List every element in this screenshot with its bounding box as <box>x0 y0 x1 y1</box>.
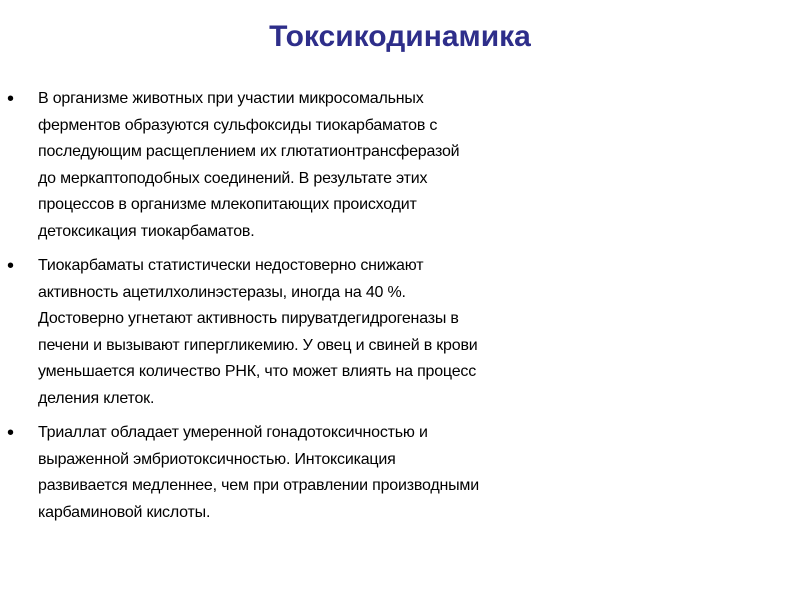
bullet-text-line: печени и вызывают гипергликемию. У овец и свиней в крови <box>38 336 478 354</box>
bullet-text-line: карбаминовой кислоты. <box>38 503 211 521</box>
bullet-text-line: процессов в организме млекопитающих происходит <box>38 196 417 213</box>
bullet-text-line: выраженной эмбриотоксичностью. Интоксикация <box>38 450 396 468</box>
bullet-dot-icon: • <box>7 422 14 444</box>
bullet-text-line: развивается медленнее, чем при отравлении производными <box>38 477 479 494</box>
bullet-item <box>0 253 800 412</box>
bullet-text-line: Тиокарбаматы статистически недостоверно снижают <box>38 257 424 274</box>
bullet-list <box>0 86 800 534</box>
bullet-item <box>0 420 800 526</box>
bullet-text-line: до меркаптоподобных соединений. В результате этих <box>38 169 428 187</box>
bullet-text-line: детоксикация тиокарбаматов. <box>38 222 255 240</box>
bullet-text-line: последующим расщеплением их глютатионтрансферазой <box>38 143 460 160</box>
bullet-dot-icon: • <box>7 255 14 277</box>
bullet-text-line: Достоверно угнетают активность пируватдегидрогеназы в <box>38 310 459 327</box>
bullet-text-line: уменьшается количество РНК, что может влиять на процесс <box>38 363 477 380</box>
bullet-item <box>0 86 800 245</box>
bullet-text-line: деления клеток. <box>38 389 155 407</box>
bullet-text-line: ферментов образуются сульфоксиды тиокарбаматов с <box>38 116 438 134</box>
slide-title: Токсикодинамика <box>269 20 531 53</box>
bullet-text-line: Триаллат обладает умеренной гонадотоксичностью и <box>38 424 428 441</box>
bullet-text-line: активность ацетилхолинэстеразы, иногда на 40 %. <box>38 283 406 301</box>
bullet-dot-icon: • <box>7 88 14 110</box>
bullet-text-line: В организме животных при участии микросомальных <box>38 90 424 107</box>
